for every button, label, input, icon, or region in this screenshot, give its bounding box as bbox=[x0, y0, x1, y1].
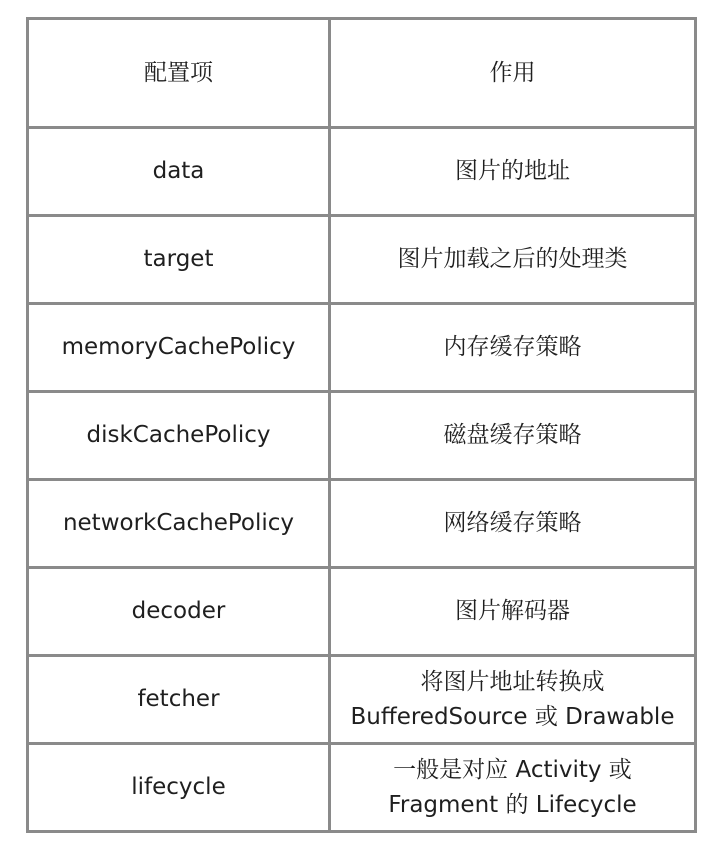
purpose-cell: 图片解码器 bbox=[330, 568, 696, 656]
table-row bbox=[28, 480, 696, 568]
header-purpose: 作用 bbox=[330, 19, 696, 128]
table-row bbox=[28, 128, 696, 216]
table-row bbox=[28, 568, 696, 656]
option-cell: fetcher bbox=[28, 656, 330, 744]
option-cell: decoder bbox=[28, 568, 330, 656]
table-row bbox=[28, 216, 696, 304]
purpose-cell: 一般是对应 Activity 或 Fragment 的 Lifecycle bbox=[330, 744, 696, 832]
option-cell: lifecycle bbox=[28, 744, 330, 832]
option-cell: data bbox=[28, 128, 330, 216]
purpose-cell: 图片加载之后的处理类 bbox=[330, 216, 696, 304]
purpose-cell: 图片的地址 bbox=[330, 128, 696, 216]
table-header-row bbox=[28, 19, 696, 128]
option-cell: target bbox=[28, 216, 330, 304]
purpose-cell: 磁盘缓存策略 bbox=[330, 392, 696, 480]
option-cell: networkCachePolicy bbox=[28, 480, 330, 568]
purpose-cell: 将图片地址转换成 BufferedSource 或 Drawable bbox=[330, 656, 696, 744]
table-row bbox=[28, 392, 696, 480]
option-cell: diskCachePolicy bbox=[28, 392, 330, 480]
config-table bbox=[26, 17, 697, 833]
purpose-cell: 内存缓存策略 bbox=[330, 304, 696, 392]
purpose-cell: 网络缓存策略 bbox=[330, 480, 696, 568]
table-row bbox=[28, 656, 696, 744]
option-cell: memoryCachePolicy bbox=[28, 304, 330, 392]
header-config-option: 配置项 bbox=[28, 19, 330, 128]
table-row bbox=[28, 304, 696, 392]
table-row bbox=[28, 744, 696, 832]
